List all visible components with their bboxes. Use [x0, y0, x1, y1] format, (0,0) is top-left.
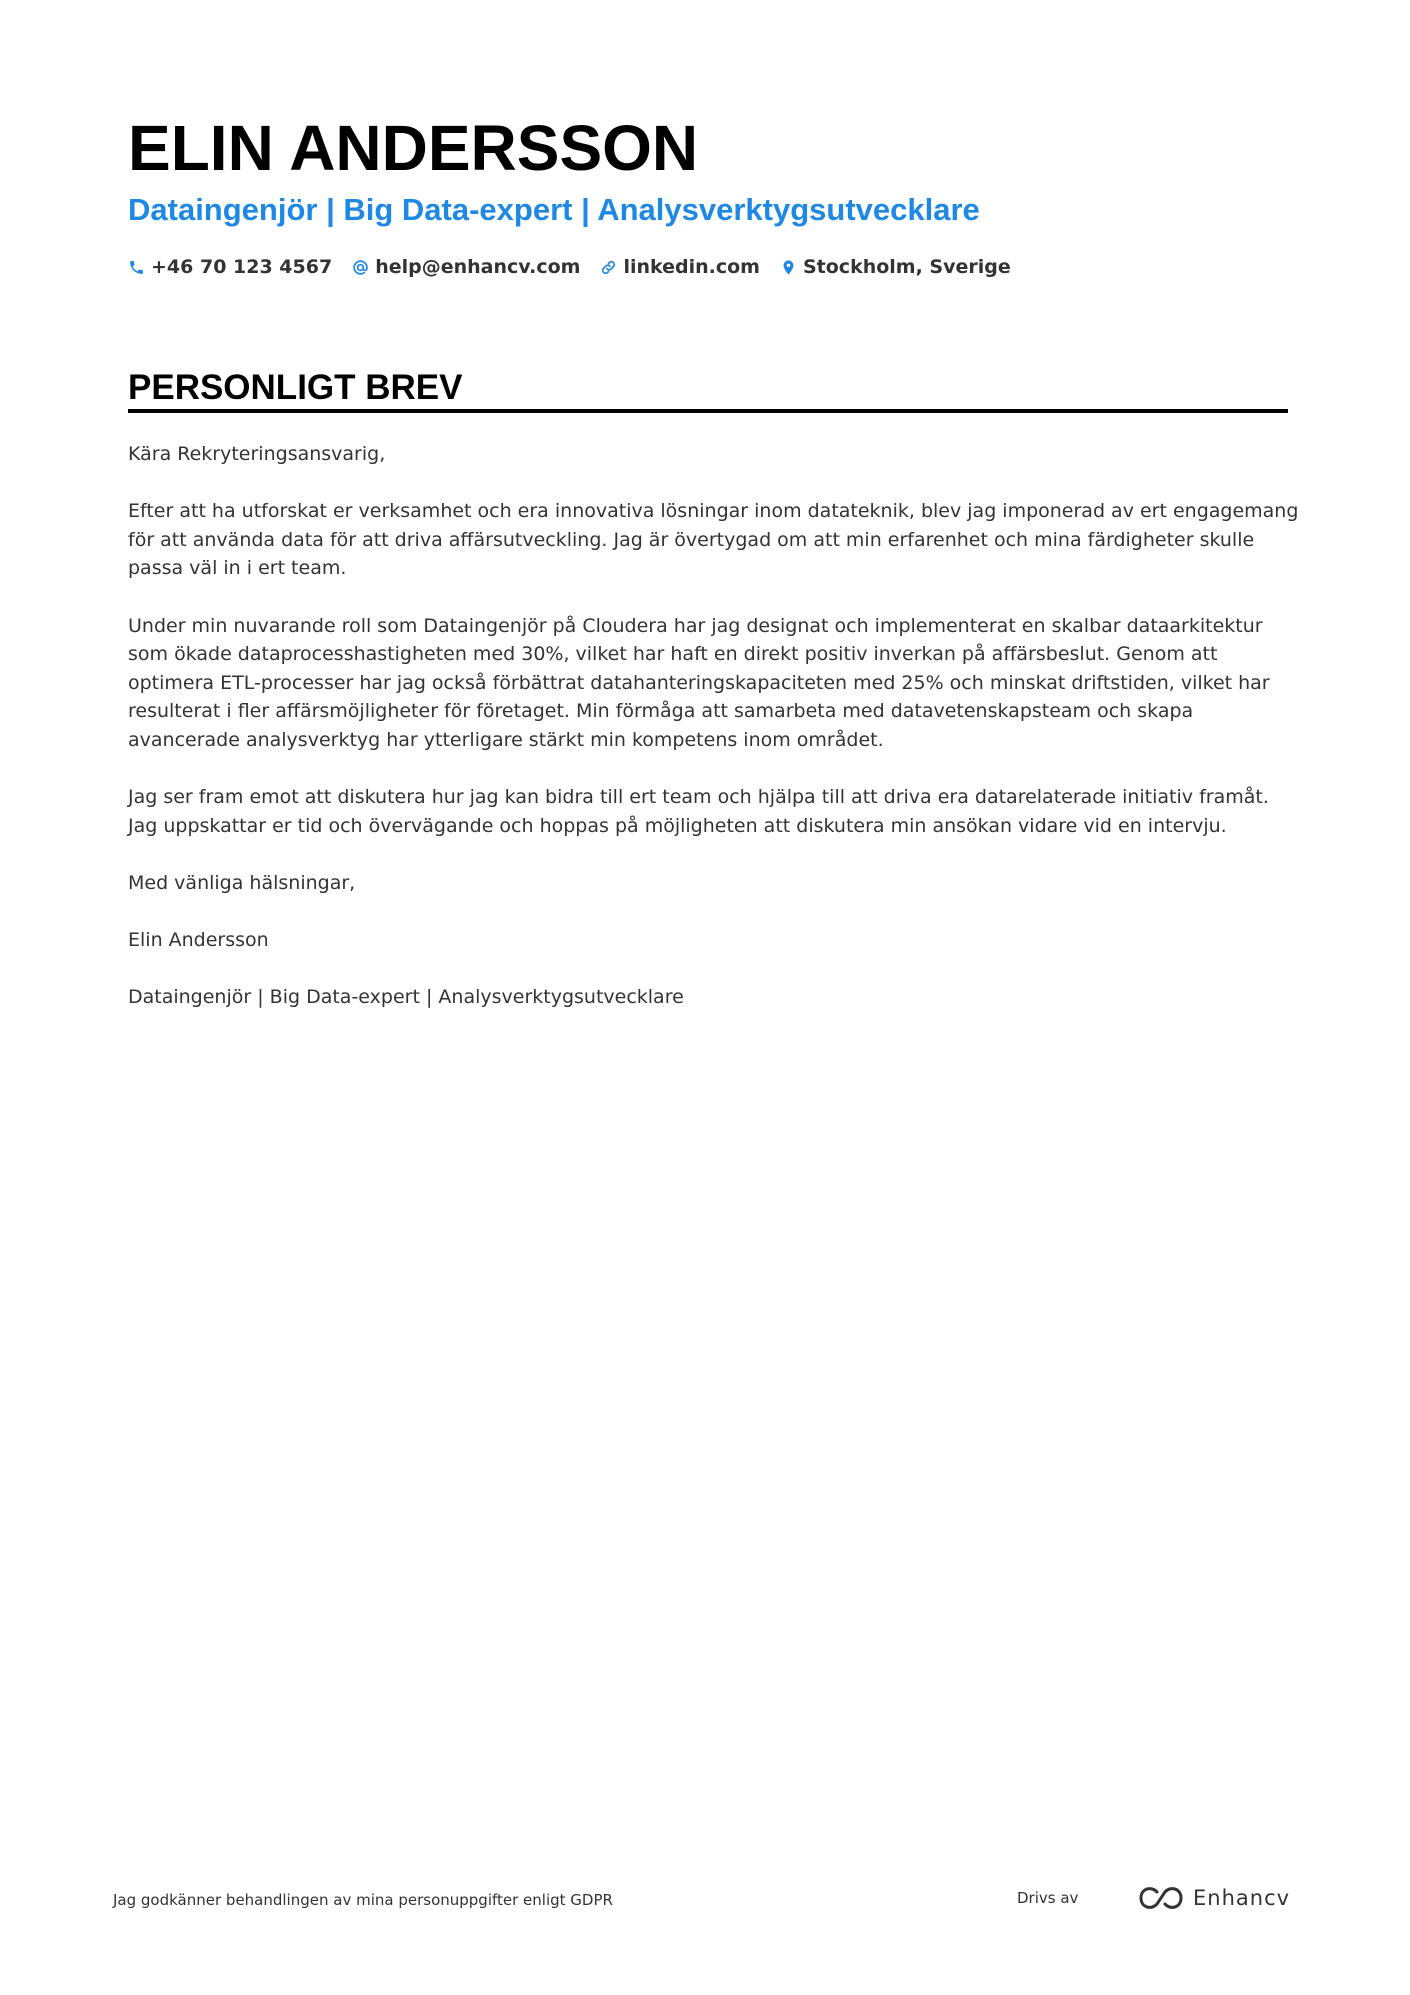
signature-name: Elin Andersson: [128, 929, 269, 952]
link-icon: [600, 259, 617, 276]
phone-icon: [128, 259, 145, 276]
letter-paragraph: Jag ser fram emot att diskutera hur jag kan bidra till ert team och hjälpa till att driva era datarelaterade initiativ framåt. Jag uppskattar er tid och övervägande och hoppas på möjligheten att diskutera min ansökan vidare vid en intervju.: [128, 786, 1269, 837]
contact-linkedin[interactable]: [600, 256, 760, 278]
contact-phone: [128, 256, 332, 278]
location-pin-icon: [780, 259, 797, 276]
letter-paragraph: Efter att ha utforskat er verksamhet och era innovativa lösningar inom datateknik, blev jag imponerad av ert engagemang för att använda data för att driva affärsutveckling. Jag är övertygad om att min erfarenhet och mina färdigheter skulle passa väl in i ert team.: [128, 500, 1299, 580]
enhancv-logo-text: Enhancv: [1193, 1886, 1291, 1910]
letter-body: [128, 440, 1303, 1040]
section-heading: PERSONLIGT BREV: [128, 368, 463, 407]
at-icon: [352, 259, 369, 276]
letter-greeting: Kära Rekryteringsansvarig,: [128, 443, 386, 465]
signature-title: Dataingenjör | Big Data-expert | Analysverktygsutvecklare: [128, 986, 684, 1009]
gdpr-consent-text: Jag godkänner behandlingen av mina personuppgifter enligt GDPR: [113, 1891, 613, 1909]
section-divider: [128, 409, 1288, 413]
enhancv-logo[interactable]: [1137, 1884, 1290, 1912]
contact-location: [780, 256, 1011, 278]
enhancv-logo-icon: [1137, 1884, 1185, 1912]
powered-by-label: Drivs av: [1017, 1889, 1079, 1907]
letter-paragraph: Under min nuvarande roll som Dataingenjör på Cloudera har jag designat och implementerat en skalbar dataarkitektur som ökade dataprocesshastigheten med 30%, vilket har haft en direkt positiv inverkan på affärsbeslut. Genom att optimera ETL-processer har jag också förbättrat datahanteringskapaciteten med 25% och minskat driftstiden, vilket har resulterat i fler affärsmöjligheter för företaget. Min förmåga att samarbeta med datavetenskapsteam och skapa avancerade analysverktyg har ytterligare stärkt min kompetens inom området.: [128, 614, 1270, 751]
location-text: Stockholm, Sverige: [802, 256, 1011, 278]
contact-email[interactable]: [352, 256, 580, 278]
candidate-name: ELIN ANDERSSON: [128, 112, 699, 184]
candidate-title: Dataingenjör | Big Data-expert | Analysverktygsutvecklare: [128, 192, 980, 227]
linkedin-text[interactable]: linkedin.com: [623, 256, 760, 278]
contact-bar: [128, 252, 1031, 282]
email-text[interactable]: help@enhancv.com: [375, 256, 581, 278]
letter-closing: Med vänliga hälsningar,: [128, 871, 356, 894]
phone-text: +46 70 123 4567: [151, 256, 333, 278]
